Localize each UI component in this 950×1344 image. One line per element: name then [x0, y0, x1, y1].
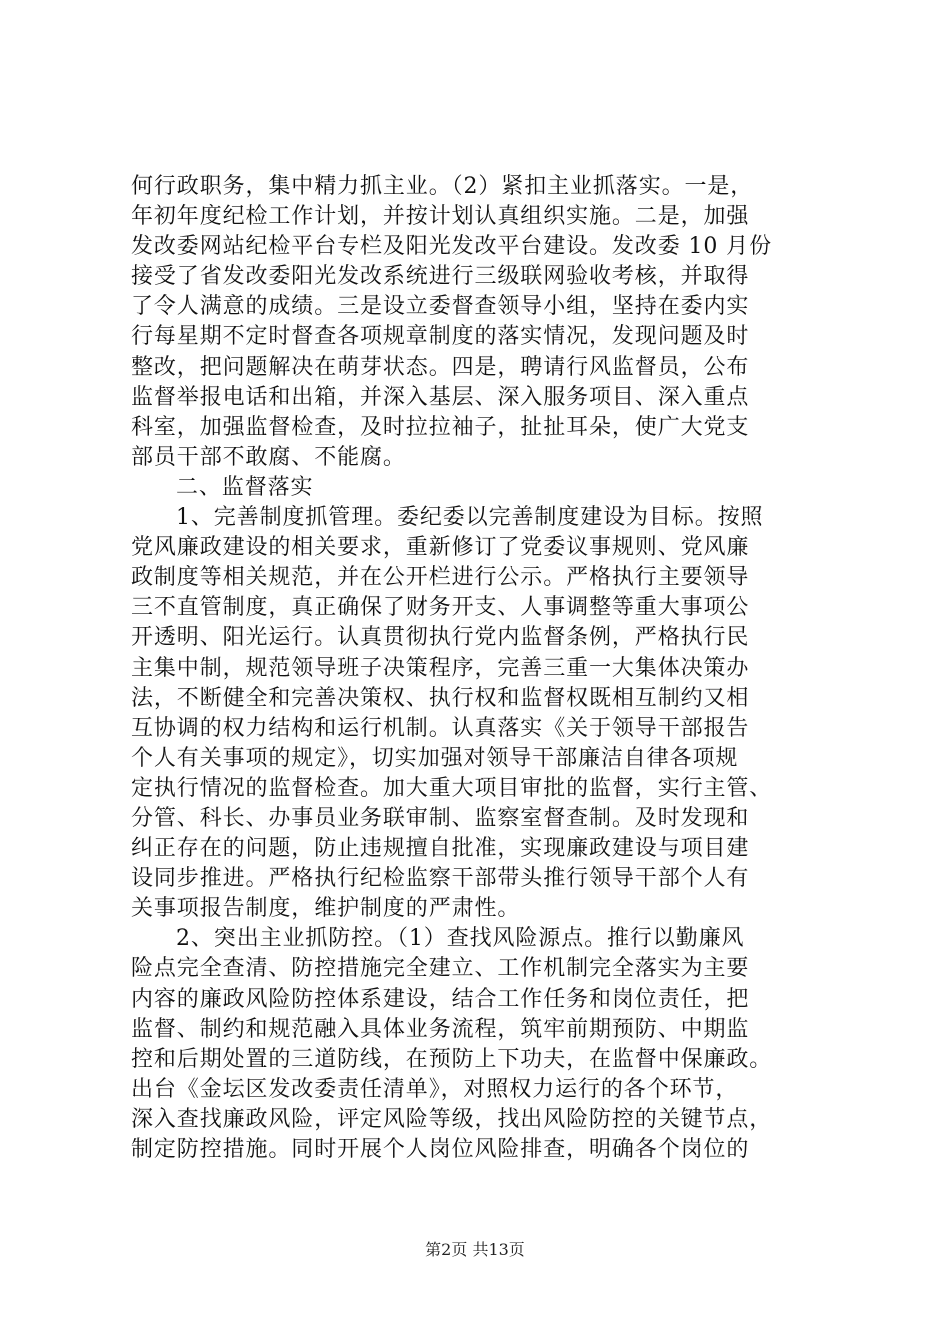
- text-line: 关事项报告制度，维护制度的严肃性。: [131, 896, 521, 922]
- text-line: 险点完全查清、防控措施完全建立、工作机制完全落实为主要: [131, 956, 750, 982]
- section-heading: 二、监督落实: [176, 474, 314, 500]
- text-line: 主集中制，规范领导班子决策程序，完善三重一大集体决策办: [131, 655, 750, 681]
- document-body: [131, 172, 831, 1165]
- text-line: 监督、制约和规范融入具体业务流程，筑牢前期预防、中期监: [131, 1016, 750, 1042]
- text-line: 接受了省发改委阳光发改系统进行三级联网验收考核，并取得: [131, 264, 750, 290]
- text-line: 年初年度纪检工作计划，并按计划认真组织实施。二是，加强: [131, 204, 750, 230]
- text-line: 设同步推进。严格执行纪检监察干部带头推行领导干部个人有: [131, 866, 750, 892]
- page-number-footer: 第2页 共13页: [425, 1240, 525, 1259]
- text-line: 了令人满意的成绩。三是设立委督查领导小组，坚持在委内实: [131, 294, 750, 320]
- text-line: 何行政职务，集中精力抓主业。（2）紧扣主业抓落实。一是，: [131, 174, 754, 199]
- text-line: 科室，加强监督检查，及时拉拉袖子，扯扯耳朵，使广大党支: [131, 414, 750, 440]
- text-line: 政制度等相关规范，并在公开栏进行公示。严格执行主要领导: [131, 565, 750, 591]
- text-line: 出台《金坛区发改委责任清单》，对照权力运行的各个环节，: [131, 1076, 739, 1102]
- text-line: 制定防控措施。同时开展个人岗位风险排查，明确各个岗位的: [131, 1137, 750, 1162]
- text-line: 发改委网站纪检平台专栏及阳光发改平台建设。发改委 10 月份: [131, 234, 772, 260]
- text-line: 纠正存在的问题，防止违规擅自批准，实现廉政建设与项目建: [131, 836, 750, 862]
- text-line: 控和后期处置的三道防线，在预防上下功夫，在监督中保廉政。: [131, 1046, 773, 1072]
- text-line: 深入查找廉政风险，评定风险等级，找出风险防控的关键节点，: [131, 1106, 773, 1132]
- text-line: 2、突出主业抓防控。（1）查找风险源点。推行以勤廉风: [176, 926, 745, 952]
- text-line: 个人有关事项的规定》，切实加强对领导干部廉洁自律各项规: [131, 745, 739, 771]
- text-line: 部员干部不敢腐、不能腐。: [131, 444, 406, 470]
- text-line: 定执行情况的监督检查。加大重大项目审批的监督，实行主管、: [131, 775, 773, 801]
- text-line: 监督举报电话和出箱，并深入基层、深入服务项目、深入重点: [131, 384, 750, 410]
- text-line: 行每星期不定时督查各项规章制度的落实情况，发现问题及时: [131, 324, 750, 350]
- text-line: 法，不断健全和完善决策权、执行权和监督权既相互制约又相: [131, 685, 750, 711]
- text-line: 1、完善制度抓管理。委纪委以完善制度建设为目标。按照: [176, 505, 764, 531]
- text-line: 整改，把问题解决在萌芽状态。四是，聘请行风监督员，公布: [131, 354, 750, 380]
- text-line: 党风廉政建设的相关要求，重新修订了党委议事规则、党风廉: [131, 535, 750, 561]
- text-line: 开透明、阳光运行。认真贯彻执行党内监督条例，严格执行民: [131, 625, 750, 651]
- text-line: 互协调的权力结构和运行机制。认真落实《关于领导干部报告: [131, 715, 750, 741]
- text-line: 分管、科长、办事员业务联审制、监察室督查制。及时发现和: [131, 805, 750, 831]
- text-line: 内容的廉政风险防控体系建设，结合工作任务和岗位责任，把: [131, 986, 750, 1012]
- text-line: 三不直管制度，真正确保了财务开支、人事调整等重大事项公: [131, 595, 750, 621]
